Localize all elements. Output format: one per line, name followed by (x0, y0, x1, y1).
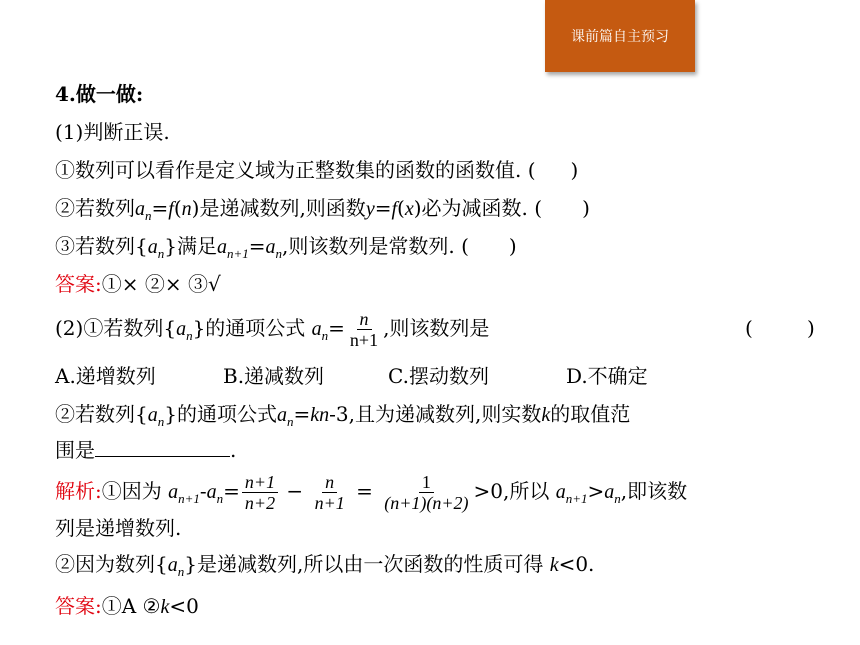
answer-label: 答案: (55, 594, 102, 618)
section-title: 4.做一做: (55, 82, 144, 106)
q2-options (55, 362, 648, 390)
option-c: C.摆动数列 (388, 364, 489, 388)
q2-part2: ②若数列$\{a_n\}$的通项公式$a_n=kn-3$,且为递减数列,则实数k的取值范 (55, 402, 631, 429)
q1-item-3: ③若数列$\{a_n\}$满足$a_{n+1}=a_n$,则该数列是常数列. ( ) (55, 234, 517, 261)
option-a: A.递增数列 (55, 364, 156, 388)
q1-item-2: ②若数列$a_n=f(n)$是递减数列,则函数y=f(x)必为减函数. ( ) (55, 196, 590, 223)
section-tag: 课前篇自主预习 (545, 0, 695, 72)
q2-answer: 答案:①A ②k<0 (55, 594, 199, 618)
fraction: $\frac{n}{n+1}$ (314, 472, 345, 513)
fraction: $\frac{n+1}{n+2}$ (242, 472, 278, 513)
analysis-line-1: 解析:①因为 $a_{n+1}-a_n=$ $\frac{n+1}{n+2}$ − $\frac{n}{n+1}$ = $\frac{1}{(n+1)(n+2)}$ >0,所以 $a_{n+1}>a_n$,即该数 (55, 472, 688, 513)
analysis-line-3: ②因为数列$\{a_n\}$是递减数列,所以由一次函数的性质可得 k<0. (55, 552, 595, 579)
fraction: $\frac{1}{(n+1)(n+2)}$ (384, 472, 469, 513)
option-d: D.不确定 (566, 364, 648, 388)
q2-part2-cont: 围是 . (55, 438, 237, 462)
analysis-label: 解析: (55, 479, 102, 503)
q1-answer: 答案:①× ②× ③√ (55, 272, 221, 296)
answer-blank (95, 436, 230, 457)
analysis-line-2: 列是递增数列. (55, 516, 182, 540)
answer-label: 答案: (55, 272, 102, 296)
q1-item-1: ①数列可以看作是定义域为正整数集的函数的函数值. ( ) (55, 158, 579, 182)
q2-part1: (2)①若数列$\{a_n\}$的通项公式 $a_n=$ $\frac{n}{n+1}$ ,则该数列是 ( ) (55, 309, 815, 350)
option-b: B.递减数列 (223, 364, 325, 388)
q1-title: (1)判断正误. (55, 120, 170, 144)
fraction: $\frac{n}{n+1}$ (349, 309, 379, 350)
